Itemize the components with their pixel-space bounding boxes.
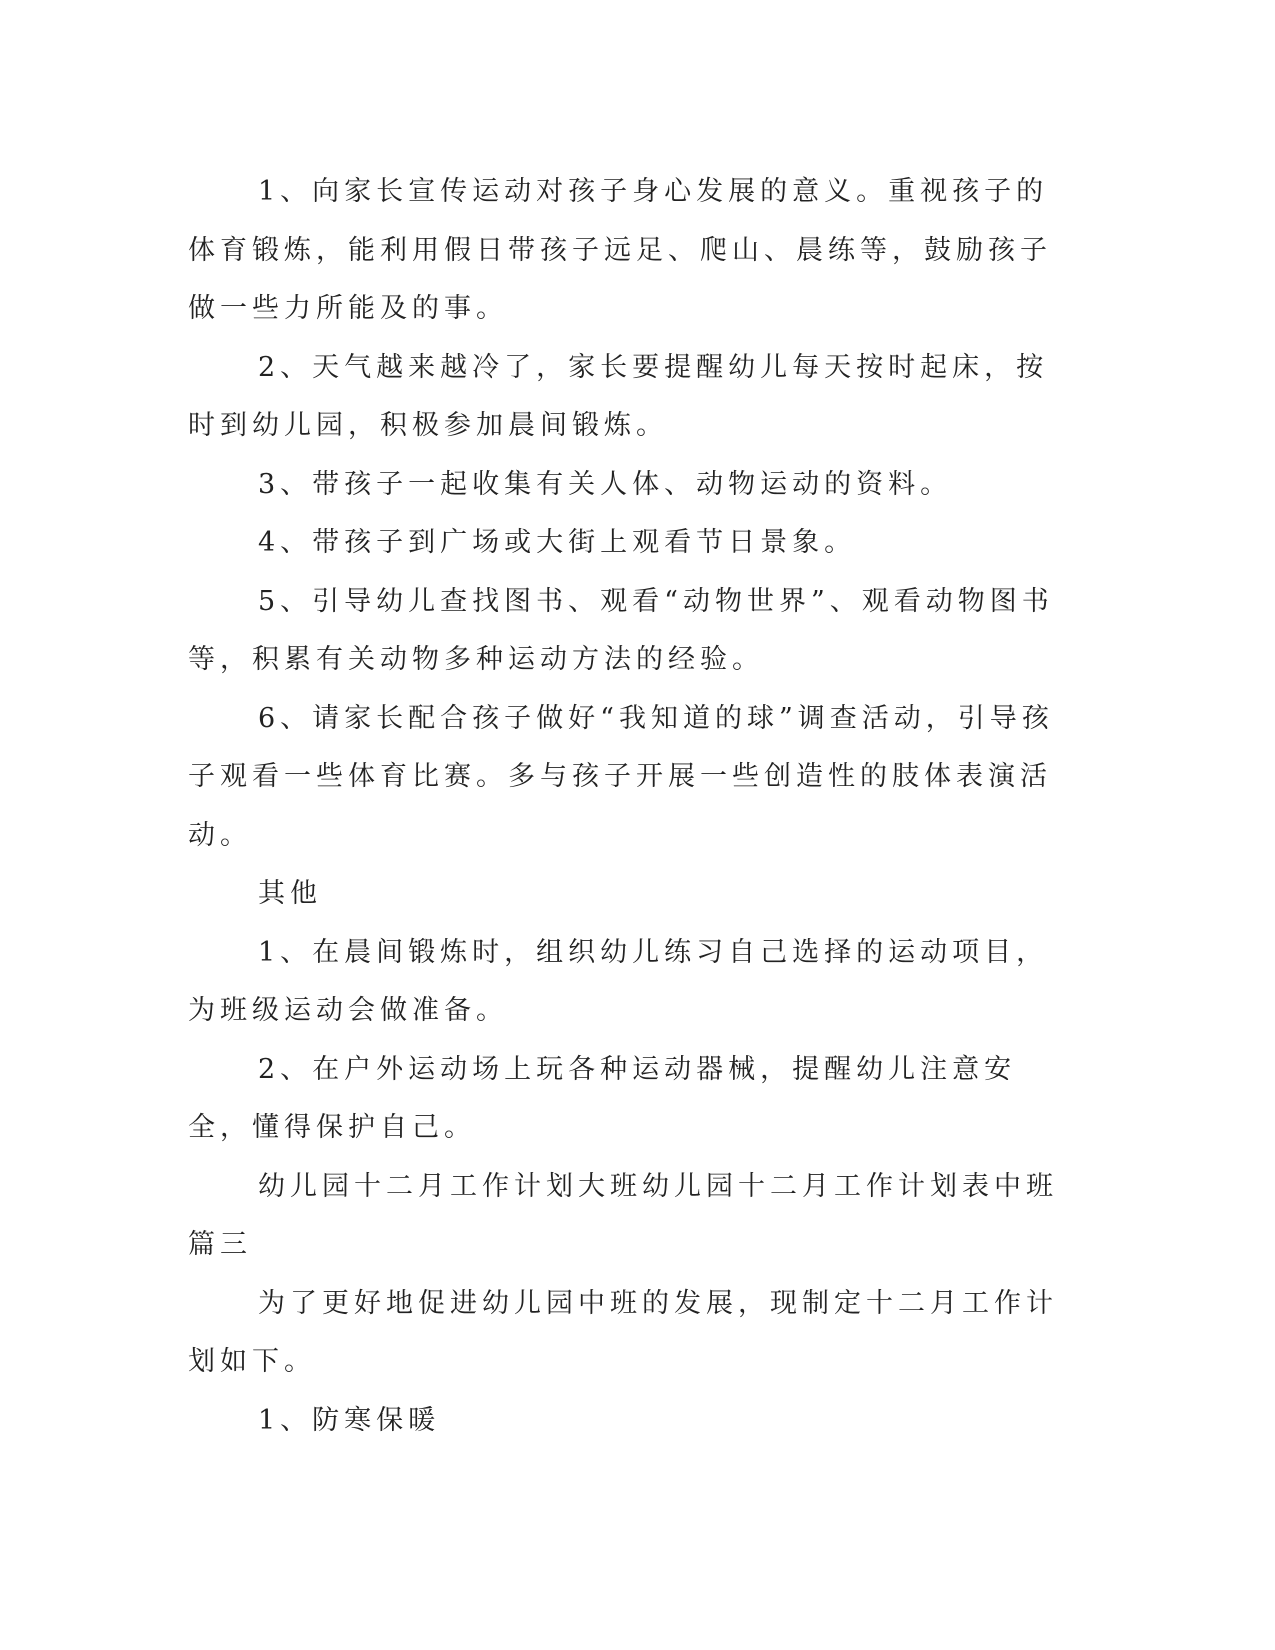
paragraph-parent-advice-3: 3、带孩子一起收集有关人体、动物运动的资料。	[258, 468, 953, 500]
section-heading-keep-warm: 1、防寒保暖	[258, 1404, 441, 1436]
paragraph-parent-advice-6: 6、请家长配合孩子做好“我知道的球”调查活动，引导孩子观看一些体育比赛。多与孩子开展一些创造性的肢体表演活动。	[188, 702, 1054, 851]
article-title-part-three: 幼儿园十二月工作计划大班幼儿园十二月工作计划表中班篇三	[188, 1170, 1058, 1260]
paragraph-parent-advice-5: 5、引导幼儿查找图书、观看“动物世界”、观看动物图书等，积累有关动物多种运动方法的经验。	[188, 585, 1054, 675]
document-body	[188, 163, 1068, 1450]
paragraph-parent-advice-2: 2、天气越来越冷了，家长要提醒幼儿每天按时起床，按时到幼儿园，积极参加晨间锻炼。	[188, 351, 1049, 441]
paragraph-other-1: 1、在晨间锻炼时，组织幼儿练习自己选择的运动项目，为班级运动会做准备。	[188, 936, 1049, 1026]
paragraph-parent-advice-4: 4、带孩子到广场或大街上观看节日景象。	[258, 527, 857, 558]
paragraph-intro: 为了更好地促进幼儿园中班的发展，现制定十二月工作计划如下。	[188, 1287, 1058, 1377]
paragraph-other-2: 2、在户外运动场上玩各种运动器械，提醒幼儿注意安全，懂得保护自己。	[188, 1053, 1017, 1143]
section-heading-other: 其他	[258, 878, 322, 909]
paragraph-parent-advice-1: 1、向家长宣传运动对孩子身心发展的意义。重视孩子的体育锻炼，能利用假日带孩子远足、爬山、晨练等，鼓励孩子做一些力所能及的事。	[188, 176, 1052, 324]
